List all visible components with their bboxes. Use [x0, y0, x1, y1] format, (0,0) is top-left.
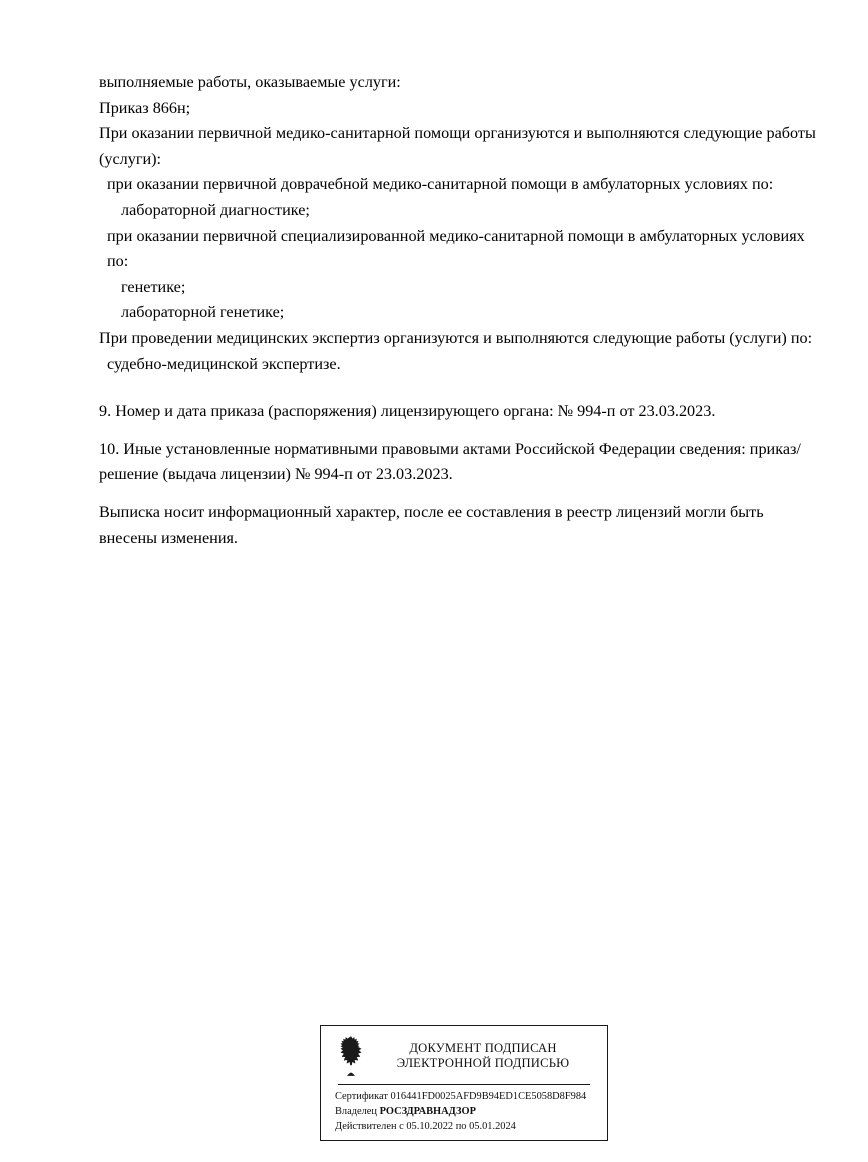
item-9-order-number-and-date: 9. Номер и дата приказа (распоряжения) лицензирующего органа: № 994-п от 23.03.2023.	[99, 402, 716, 421]
body-line: лабораторной генетике;	[121, 303, 285, 322]
stamp-validity-to: 05.01.2024	[469, 1121, 516, 1133]
stamp-owner-label: Владелец	[335, 1106, 377, 1118]
stamp-title-line-2: ЭЛЕКТРОННОЙ ПОДПИСЬЮ	[396, 1056, 570, 1070]
informational-disclaimer: Выписка носит информационный характер, после ее составления в реестр лицензий могли быть внесены изменения.	[99, 502, 768, 547]
stamp-title	[371, 1041, 601, 1071]
stamp-owner-row	[335, 1104, 597, 1119]
body-line: лабораторной диагностике;	[121, 200, 310, 219]
spacer	[99, 377, 821, 399]
body-line: при оказании первичной специализированной медико-санитарной помощи в амбулаторных условиях по:	[107, 226, 809, 271]
stamp-validity-row	[335, 1119, 597, 1134]
body-line: Приказ 866н;	[99, 98, 191, 117]
stamp-owner-value: РОСЗДРАВНАДЗОР	[379, 1106, 476, 1118]
stamp-validity-from: 05.10.2022	[406, 1121, 454, 1133]
electronic-signature-stamp	[320, 1025, 608, 1141]
spacer	[99, 425, 821, 437]
stamp-title-line-1: ДОКУМЕНТ ПОДПИСАН	[409, 1041, 557, 1055]
stamp-certificate-value: 016441FD0025AFD9B94ED1CE5058D8F984	[390, 1091, 587, 1102]
spacer	[99, 488, 821, 500]
stamp-validity-label: Действителен с	[335, 1121, 404, 1133]
body-line: генетике;	[121, 277, 186, 296]
stamp-certificate-label: Сертификат	[335, 1091, 388, 1102]
stamp-details	[321, 1085, 607, 1135]
coat-of-arms-icon	[331, 1033, 371, 1079]
body-line: При оказании первичной медико-санитарной помощи организуются и выполняются следующие работы (услуги):	[99, 124, 820, 168]
body-line: при оказании первичной доврачебной медико-санитарной помощи в амбулаторных условиях по:	[107, 175, 774, 194]
body-line: При проведении медицинских экспертиз организуются и выполняются следующие работы (услуги) по:	[99, 328, 813, 347]
stamp-header	[321, 1026, 607, 1082]
stamp-certificate-row	[335, 1089, 597, 1104]
body-line: выполняемые работы, оказываемые услуги:	[99, 73, 401, 91]
item-10-other-information: 10. Иные установленные нормативными правовыми актами Российской Федерации сведения: приказ/решение (выдача лицензии) № 994-п от 23.03.2023.	[99, 439, 801, 484]
stamp-validity-to-label: по	[455, 1121, 467, 1133]
document-body	[99, 70, 821, 551]
body-line: судебно-медицинской экспертизе.	[107, 354, 341, 373]
